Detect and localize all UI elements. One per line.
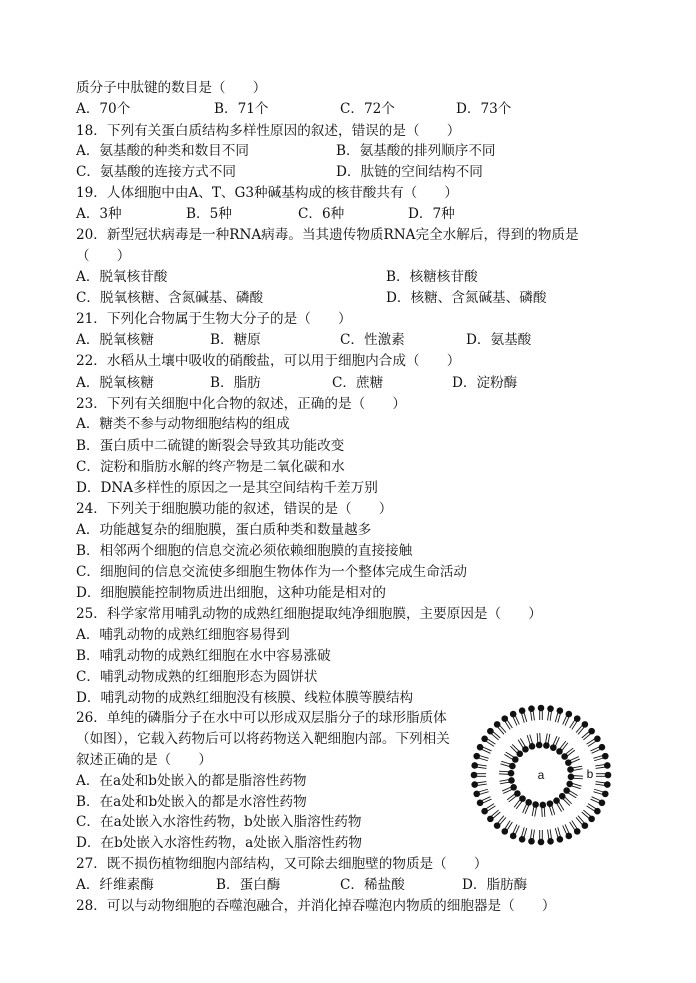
option-c: C．72个 — [340, 101, 395, 117]
phospholipid — [499, 770, 514, 777]
question-text: 26．单纯的磷脂分子在水中可以形成双层脂分子的球形脂质体 — [76, 710, 447, 726]
option-a: A．脱氧核糖 — [76, 375, 154, 391]
phospholipid — [519, 707, 527, 722]
phospholipid — [576, 721, 588, 734]
question-text: 27．既不损伤植物细胞内部结构，又可除去细胞壁的物质是（ ） — [76, 856, 488, 872]
question-text: 23．下列有关细胞中化合物的叙述，正确的是（ ） — [76, 396, 406, 412]
phospholipid — [582, 728, 595, 740]
option-line: C．哺乳动物成熟的红细胞形态为圆饼状 — [76, 669, 318, 685]
option-line: A．糖类不参与动物细胞结构的组成 — [76, 416, 290, 432]
option-c: C．稀盐酸 — [340, 877, 405, 893]
option-line: D．哺乳动物的成熟红细胞没有核膜、线粒体膜等膜结构 — [76, 690, 414, 706]
option-b: B．糖原 — [210, 332, 261, 348]
phospholipid — [590, 797, 605, 806]
phospholipid — [595, 781, 610, 788]
phospholipid — [570, 715, 581, 729]
phospholipid — [473, 753, 488, 761]
question-text: 19．人体细胞中由A、T、G3种碱基构成的核苷酸共有（ ） — [76, 185, 458, 201]
option-line: A．在a处和b处嵌入的都是脂溶性药物 — [76, 773, 307, 789]
phospholipid — [510, 824, 519, 839]
phospholipid — [471, 781, 486, 788]
phospholipid — [528, 829, 535, 844]
phospholipid — [514, 795, 526, 809]
option-a: A．脱氧核苷酸 — [76, 269, 168, 285]
phospholipid — [547, 705, 554, 720]
option-c: C．性激素 — [340, 332, 405, 348]
option-line: C．淀粉和脂肪水解的终产物是二氧化碳和水 — [76, 459, 345, 475]
option-b: B．氨基酸的排列顺序不同 — [336, 143, 496, 159]
phospholipid — [540, 802, 547, 817]
option-a: C．脱氧核糖、含氮碱基、磷酸 — [76, 290, 264, 306]
option-a: A．纤维素酶 — [76, 877, 154, 893]
phospholipid — [519, 827, 527, 842]
phospholipid — [582, 810, 595, 822]
option-d: D．73个 — [456, 101, 512, 117]
phospholipid — [501, 761, 516, 769]
option-c: C．蔗糖 — [332, 375, 384, 391]
phospholipid — [590, 744, 605, 753]
option-a: A．氨基酸的种类和数目不同 — [76, 143, 249, 159]
question-text: 25．科学家常用哺乳动物的成熟红细胞提取纯净细胞膜，主要原因是（ ） — [76, 606, 542, 622]
option-line: A．哺乳动物的成熟红细胞容易得到 — [76, 627, 290, 643]
option-a: C．氨基酸的连接方式不同 — [76, 164, 236, 180]
phospholipid — [527, 735, 535, 750]
option-line: A．功能越复杂的细胞膜，蛋白质种类和数量越多 — [76, 522, 372, 538]
phospholipid — [563, 711, 572, 726]
phospholipid — [593, 789, 608, 797]
option-b: B．核糖核苷酸 — [386, 269, 478, 285]
option-b: B．5种 — [186, 206, 232, 222]
phospholipid — [596, 772, 611, 779]
option-d: D．7种 — [408, 206, 455, 222]
phospholipid — [566, 781, 581, 789]
liposome-figure — [466, 700, 616, 850]
phospholipid — [556, 741, 568, 755]
phospholipid — [536, 733, 543, 748]
phospholipid — [538, 705, 545, 720]
option-line: C．在a处嵌入水溶性药物，b处嵌入脂溶性药物 — [76, 814, 362, 830]
phospholipid — [543, 733, 550, 748]
phospholipid — [477, 797, 492, 806]
option-b: B．脂肪 — [210, 375, 261, 391]
question-text: 22．水稻从土壤中吸收的硝酸盐，可以用于细胞内合成（ ） — [76, 353, 461, 369]
question-text: 叙述正确的是（ ） — [76, 752, 212, 768]
option-a: A．3种 — [76, 206, 122, 222]
phospholipid — [593, 753, 608, 761]
phospholipid — [561, 748, 575, 760]
phospholipid — [547, 800, 555, 815]
option-line: D．在b处嵌入水溶性药物，a处嵌入脂溶性药物 — [76, 835, 362, 851]
label-b: b — [586, 767, 594, 781]
phospholipid — [473, 789, 488, 797]
phospholipid — [547, 829, 554, 844]
phospholipid — [501, 715, 512, 729]
phospholipid — [587, 804, 601, 815]
phospholipid — [595, 762, 610, 769]
option-c: C．6种 — [298, 206, 345, 222]
option-line: C．细胞间的信息交流使多细胞生物体作为一个整体完成生命活动 — [76, 564, 468, 580]
phospholipid — [570, 821, 581, 835]
question-text: 28．可以与动物细胞的吞噬泡融合，并消化掉吞噬泡内物质的细胞器是（ ） — [76, 898, 556, 914]
phospholipid — [538, 830, 545, 845]
phospholipid — [481, 735, 495, 746]
option-b: B．蛋白酶 — [216, 877, 281, 893]
question-text: 质分子中肽键的数目是（ ） — [76, 80, 267, 96]
option-line: B．哺乳动物的成熟红细胞在水中容易涨破 — [76, 648, 331, 664]
phospholipid — [567, 766, 582, 773]
option-d: D．脂肪酶 — [462, 877, 528, 893]
phospholipid — [528, 705, 535, 720]
option-line: B．在a处和b处嵌入的都是水溶性药物 — [76, 794, 307, 810]
phospholipid — [499, 777, 514, 784]
question-text: （如图），它载入药物后可以将药物送入靶细胞内部。下列相关 — [76, 731, 450, 747]
question-text: 21．下列化合物属于生物大分子的是（ ） — [76, 311, 352, 327]
phospholipid — [559, 793, 572, 806]
phospholipid — [494, 816, 506, 829]
option-a: A．脱氧核糖 — [76, 332, 154, 348]
phospholipid — [487, 728, 500, 740]
option-line: D．细胞膜能控制物质进出细胞，这种功能是相对的 — [76, 585, 386, 601]
question-text: 18．下列有关蛋白质结构多样性原因的叙述，错误的是（ ） — [76, 123, 461, 139]
phospholipid — [563, 824, 572, 839]
phospholipid — [532, 801, 539, 816]
phospholipid — [587, 735, 601, 746]
phospholipid — [576, 816, 588, 829]
option-d: D．淀粉酶 — [452, 375, 518, 391]
option-line: D．DNA多样性的原因之一是其空间结构千差万别 — [76, 480, 378, 496]
option-b: D．核糖、含氮碱基、磷酸 — [386, 290, 547, 306]
option-line: B．相邻两个细胞的信息交流必须依赖细胞膜的直接接触 — [76, 543, 413, 559]
phospholipid — [555, 707, 563, 722]
phospholipid — [555, 827, 563, 842]
phospholipid — [507, 790, 521, 802]
phospholipid — [568, 773, 583, 780]
option-line: B．蛋白质中二硫键的断裂会导致其功能改变 — [76, 438, 345, 454]
phospholipid — [477, 744, 492, 753]
label-a: a — [537, 768, 545, 782]
phospholipid — [510, 711, 519, 726]
phospholipid — [510, 744, 523, 757]
question-text: （ ） — [76, 248, 131, 264]
phospholipid — [487, 810, 500, 822]
question-text: 20．新型冠状病毒是一种RNA病毒。当其遗传物质RNA完全水解后，得到的物质是 — [76, 227, 579, 243]
phospholipid — [471, 762, 486, 769]
phospholipid — [471, 772, 486, 779]
question-text: 24．下列关于细胞膜功能的叙述，错误的是（ ） — [76, 501, 393, 517]
phospholipid — [501, 821, 512, 835]
liposome-diagram — [466, 700, 616, 850]
phospholipid — [494, 721, 506, 734]
phospholipid — [481, 804, 495, 815]
option-d: D．氨基酸 — [466, 332, 532, 348]
option-b: D．肽链的空间结构不同 — [336, 164, 483, 180]
option-a: A．70个 — [76, 101, 131, 117]
option-b: B．71个 — [214, 101, 269, 117]
